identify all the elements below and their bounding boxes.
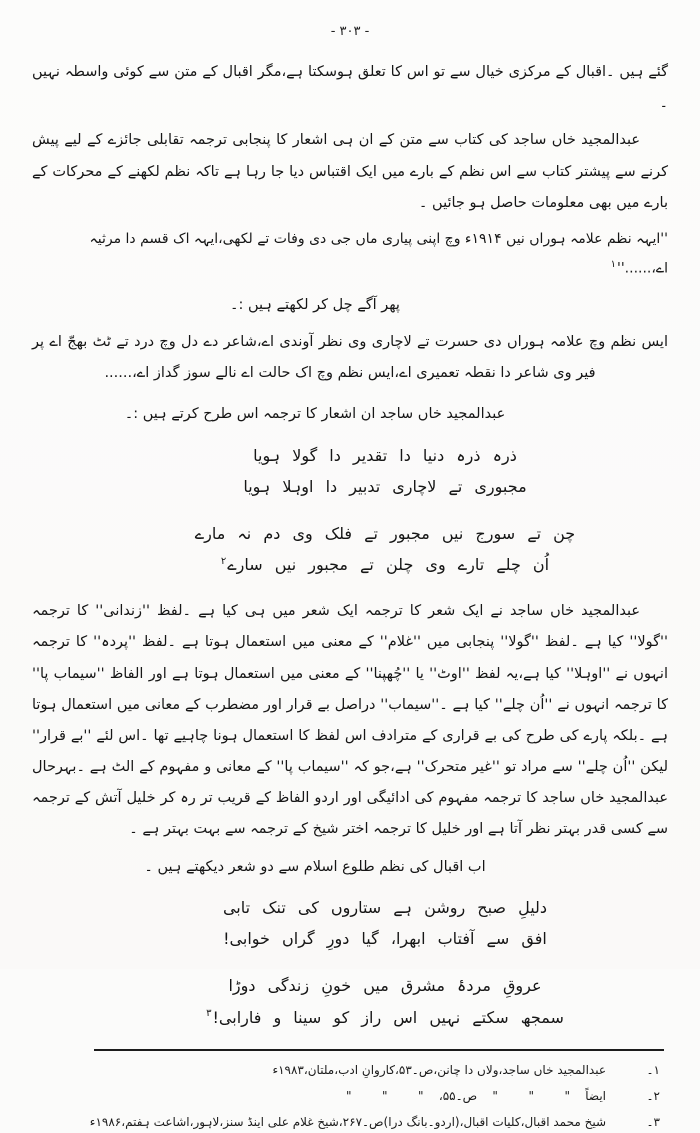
punjabi-couplet-1 — [102, 440, 668, 502]
verse-text: سمجھ سکتے نہیں اس راز کو سینا و فارابی! — [212, 1007, 564, 1027]
verse-line: عروقِ مردۂ مشرق میں خونِ زندگی دوڑا — [228, 976, 542, 996]
footnote-number: ۱۔ — [646, 1062, 660, 1077]
footnote-marker-1: ۱ — [610, 259, 616, 271]
footnote-marker-3: ۳ — [206, 1008, 212, 1020]
verse-line: مجبوری تے لاچاری تدبیر دا اوہلا ہویا — [243, 476, 527, 496]
footnote-3 — [32, 1111, 660, 1133]
paragraph-intro-quote: عبدالمجید خاں ساجد کی کتاب سے متن کے ان ہی اشعار کا پنجابی ترجمہ تقابلی جائزے کے لیے پیش کرنے سے پیشتر کتاب سے اس نظم کے بارے میں ایک اقتباس دیا جا رہا ہے تاکہ نظم لکھنے کے محرکات کے بارے میں بھی معلومات حاصل ہو جائیں ۔ — [32, 132, 668, 211]
urdu-couplet-1 — [102, 892, 668, 954]
poem-punjabi-translation — [102, 440, 668, 581]
verse-line: چن تے سورج نیں مجبور تے فلک وی دم نہ مارے — [194, 523, 576, 543]
footnote-marker-2: ۲ — [220, 555, 227, 567]
verse-text: اُن چلے تارے وی چلن تے مجبور نیں سارے — [227, 555, 550, 575]
footnote-text: شیخ محمد اقبال،کلیات اقبال،(اردو۔بانگ درا)ص۔۲۶۷،شیخ غلام علی اینڈ سنز،لاہور،اشاعت ہفتم،۱۹۸۶ء — [89, 1115, 606, 1130]
quoted-line-punjabi — [32, 225, 668, 284]
page-number: - ۳۰۳ - — [330, 24, 370, 39]
connector-line-3: اب اقبال کی نظم طلوع اسلام سے دو شعر دیکھتے ہیں ۔ — [144, 858, 486, 875]
paragraph-continuation: گئے ہیں ۔اقبال کے مرکزی خیال سے تو اس کا تعلق ہوسکتا ہے،مگر اقبال کے متن سے کوئی واسطہ نہیں ۔ — [32, 64, 668, 112]
footnote-number: ۳۔ — [646, 1115, 660, 1130]
urdu-couplet-2 — [102, 970, 668, 1032]
footnote-2 — [32, 1085, 660, 1107]
footnote-1 — [32, 1059, 660, 1081]
poem-iqbal-tulu-e-islam — [102, 892, 668, 1033]
verse-line: ذرہ ذرہ دنیا دا تقدیر دا گولا ہویا — [253, 445, 517, 465]
footnote-text: ایضاً " " " ص۔۵۵، " " " — [345, 1089, 606, 1104]
footnote-text: عبدالمجید خاں ساجد،ولاں دا چانن،ص۔۵۳،کاروانِ ادب،ملتان،۱۹۸۳ء — [272, 1062, 606, 1077]
footnotes-section — [32, 1059, 668, 1133]
blockquote-punjabi: ایس نظم وچ علامہ ہوراں دی حسرت تے لاچاری وی نظر آوندی اے،شاعر دے دل وچ درد تے ٹٹ بھجّ اے پر فیر وی شاعر دا نقطہ تعمیری اے،ایس نظم وچ اک حالت اے نالے سوز گداز اے،...... — [32, 333, 668, 381]
connector-line-1: پھر آگے چل کر لکھتے ہیں :۔ — [230, 297, 400, 314]
quote-text: ''ایہہ نظم علامہ ہوراں نیں ۱۹۱۴ء وچ اپنی پیاری ماں جی دی وفات تے لکھی،ایہہ اک قسم دا مرثیہ اے،......'' — [89, 230, 668, 277]
footnote-divider — [94, 1049, 664, 1051]
footnote-number: ۲۔ — [646, 1089, 660, 1104]
connector-line-2: عبدالمجید خاں ساجد ان اشعار کا ترجمہ اس طرح کرتے ہیں :۔ — [124, 406, 506, 423]
verse-line — [102, 1002, 668, 1033]
paragraph-analysis: عبدالمجید خاں ساجد نے ایک شعر کا ترجمہ ایک شعر میں ہی کیا ہے ۔لفظ ''زندانی'' کا ترجمہ ''گولا'' کیا ہے ۔لفظ ''گولا'' پنجابی میں ''غلام'' کے معنی میں استعمال ہوتا ہے ۔لفظ ''پردہ'' کا ترجمہ انہوں نے ''اوہلا'' کیا ہے،یہ لفظ ''اوٹ'' یا ''چُھپنا'' کے معنی میں استعمال ہوتا ہے اور الفاظ ''سیماب پا'' کا ترجمہ انہوں نے ''اُن چلے'' کیا ہے ۔''سیماب'' دراصل بے قرار اور مضطرب کے معانی میں استعمال ہوتا ہے ۔بلکہ پارے کی طرح کی بے قراری کے مترادف اس لفظ کا استعمال ہونا چاہیے تھا ۔اس لئے ''بے قرار'' لیکن ''اُن چلے'' سے مراد تو ''غیر متحرک'' ہے،جو کہ ''سیماب پا'' کے معانی و مفہوم کے الٹ ہے ۔بہرحال عبدالمجید خاں ساجد کا ترجمہ مفہوم کی ادائیگی اور اردو الفاظ کے قریب تر رہ کر خلیل آتش کے ترجمہ سے کسی قدر بہتر نظر آتا ہے اور خلیل کا ترجمہ اختر شیخ کے ترجمہ سے بہت بہتر ہے ۔ — [32, 603, 668, 838]
verse-line: افق سے آفتاب ابھرا، گیا دورِ گراں خوابی! — [223, 929, 547, 949]
punjabi-couplet-2 — [102, 518, 668, 580]
verse-line: دلیلِ صبح روشن ہے ستاروں کی تنک تابی — [222, 898, 548, 918]
verse-line — [102, 549, 668, 580]
